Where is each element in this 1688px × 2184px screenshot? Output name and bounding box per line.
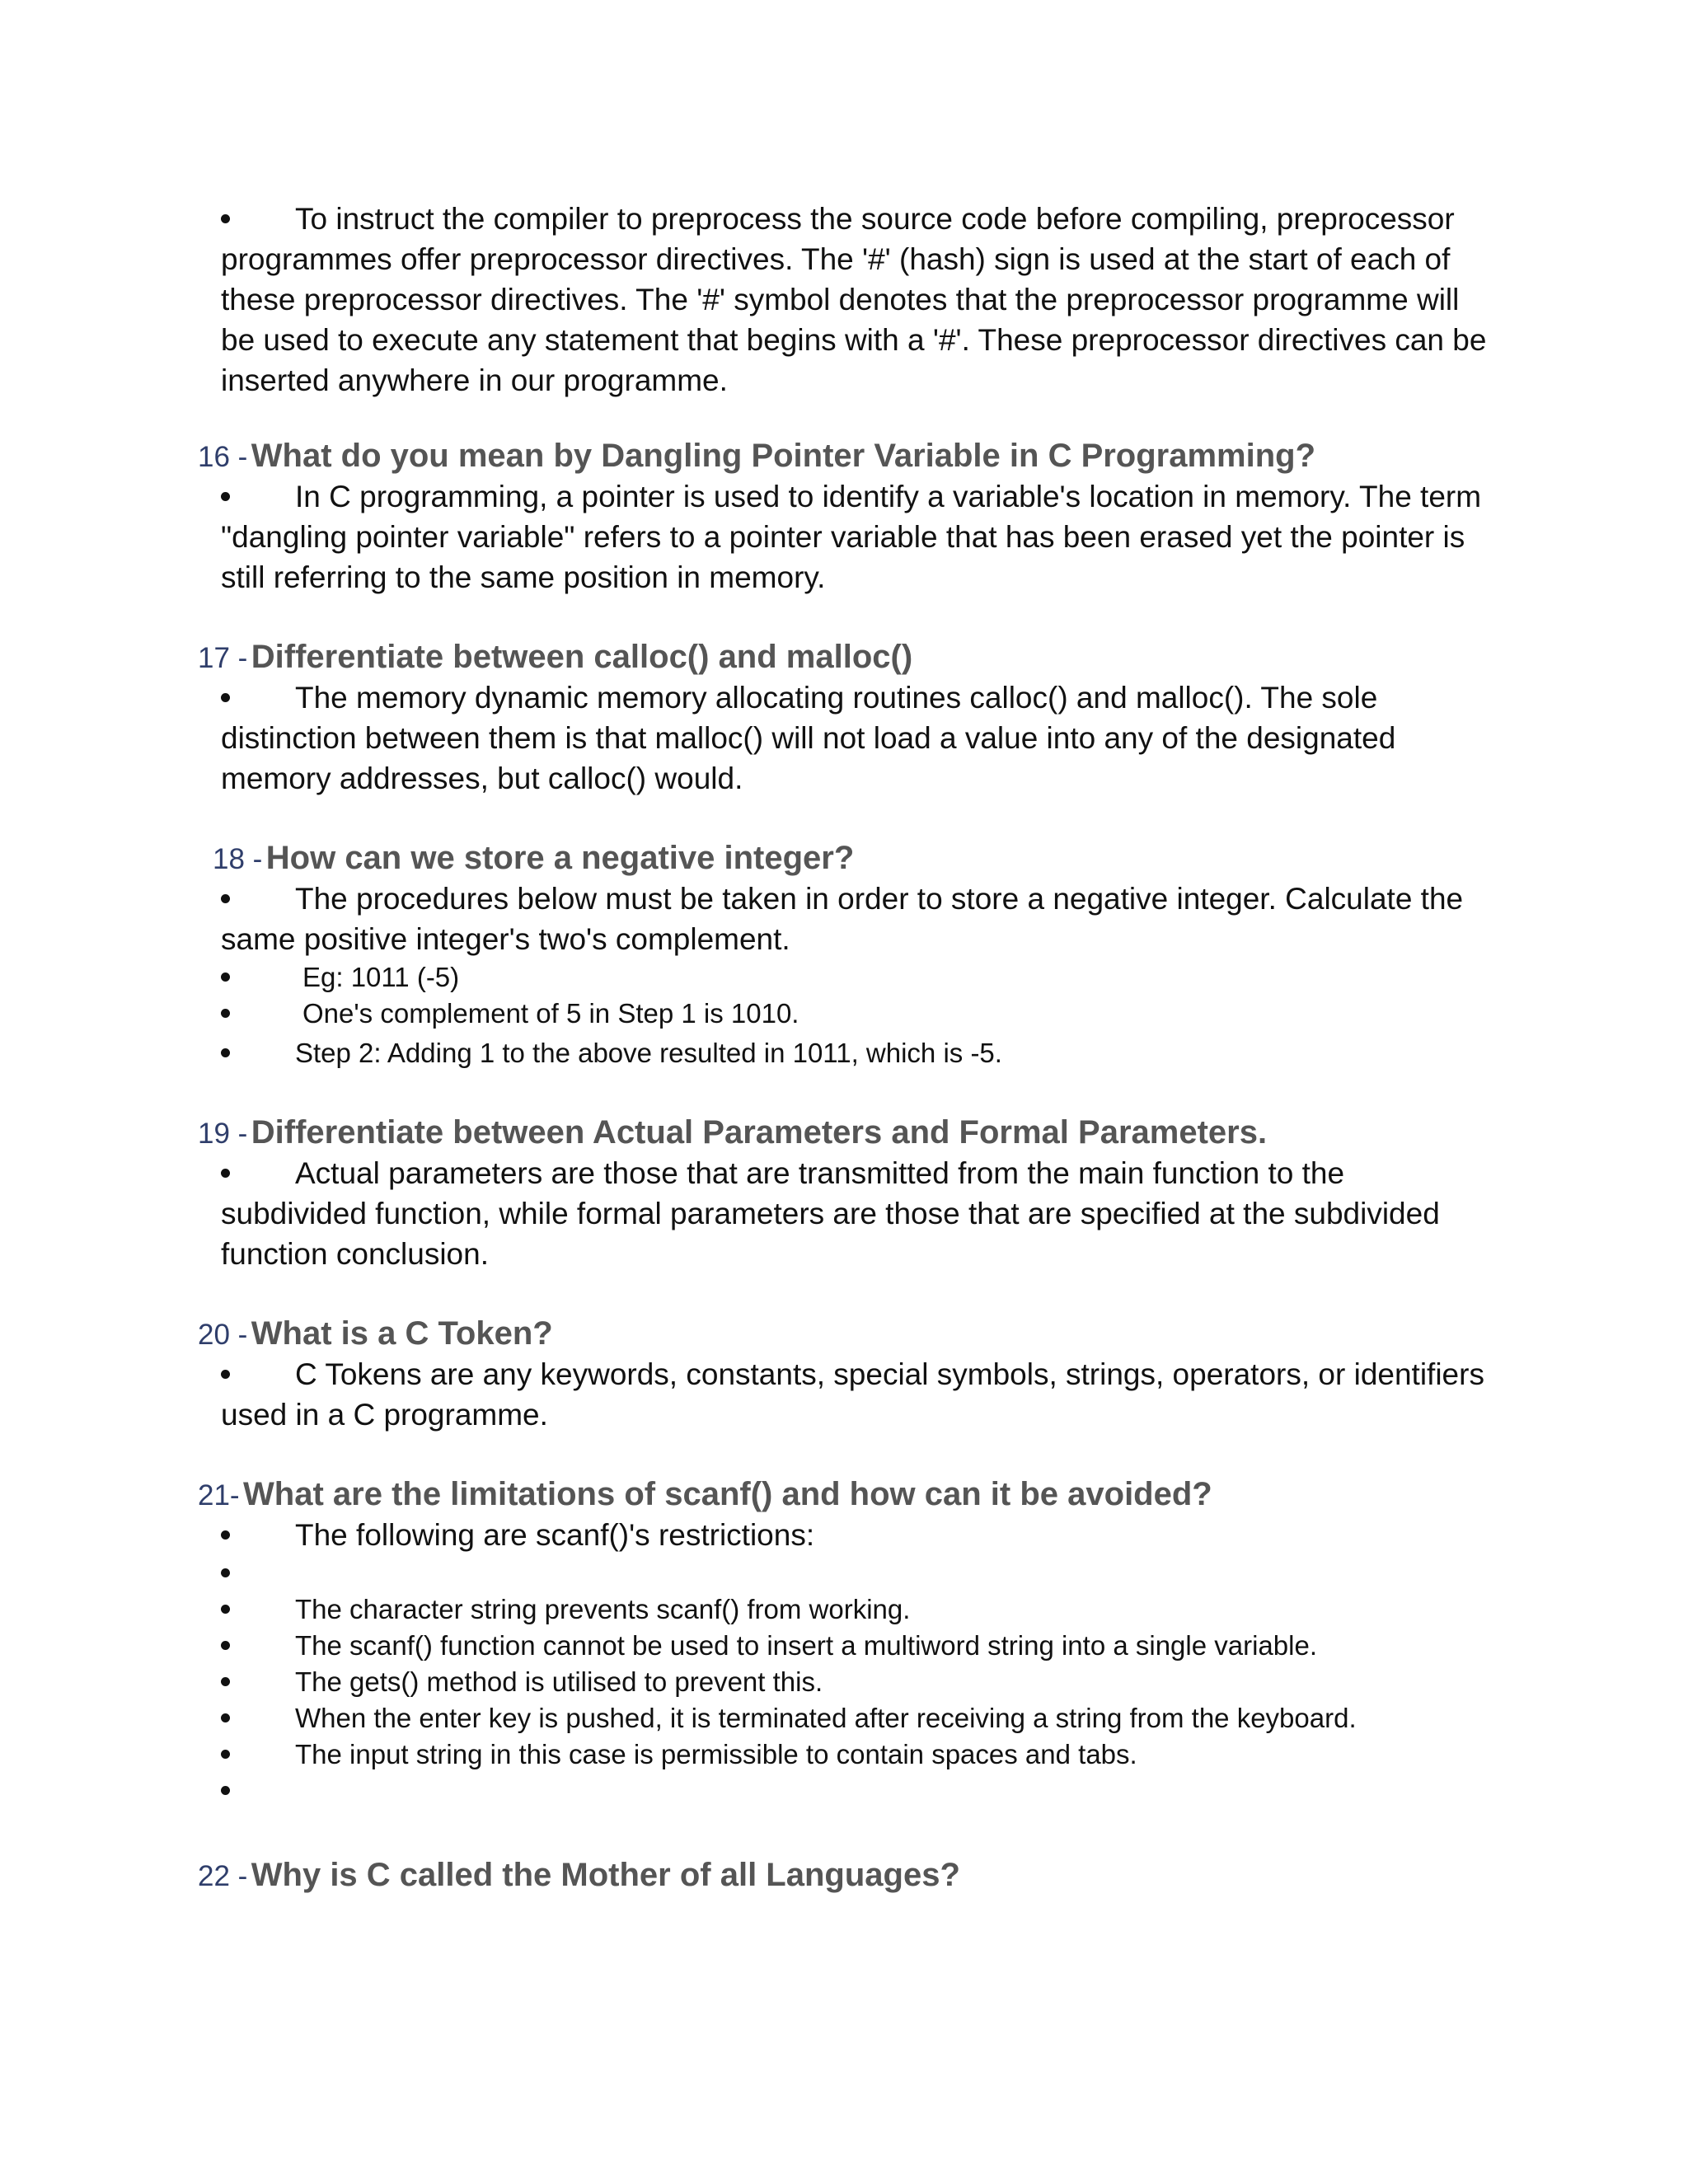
question-heading (198, 1313, 1688, 1354)
question-number: 21- (198, 1479, 240, 1511)
bullet-icon (221, 677, 237, 718)
question-20 (0, 1313, 1688, 1435)
question-title: What is a C Token? (251, 1315, 553, 1352)
question-title: Why is C called the Mother of all Languages? (251, 1857, 960, 1893)
question-21 (0, 1474, 1688, 1809)
list-item-empty (221, 1555, 1490, 1591)
question-heading (198, 636, 1688, 677)
question-19 (0, 1112, 1688, 1274)
question-title: Differentiate between Actual Parameters and Formal Parameters. (251, 1114, 1268, 1151)
bullet-icon (221, 996, 237, 1032)
question-heading (198, 1854, 1688, 1896)
bullet-icon (221, 1591, 237, 1628)
answer-paragraph: C Tokens are any keywords, constants, special symbols, strings, operators, or identifiers used in a C programme. (221, 1354, 1490, 1435)
list-item: The scanf() function cannot be used to insert a multiword string into a single variable. (221, 1628, 1490, 1664)
bullet-icon (221, 476, 237, 517)
question-title: Differentiate between calloc() and malloc() (251, 639, 913, 675)
question-number: 20 - (198, 1319, 248, 1351)
bullet-icon (221, 879, 237, 919)
question-22 (0, 1854, 1688, 1896)
question-title: How can we store a negative integer? (265, 840, 855, 876)
question-16 (0, 435, 1688, 598)
question-heading (198, 435, 1688, 476)
list-item: Eg: 1011 (-5) (221, 959, 1490, 996)
question-number: 18 - (213, 843, 263, 875)
list-item: The character string prevents scanf() from working. (221, 1591, 1490, 1628)
bullet-icon (221, 1664, 237, 1700)
bullet-icon (221, 959, 237, 996)
bullet-icon (221, 1700, 237, 1736)
answer-paragraph: The procedures below must be taken in order to store a negative integer. Calculate the same positive integer's two's complement. (221, 879, 1490, 959)
question-title: What do you mean by Dangling Pointer Variable in C Programming? (251, 438, 1316, 474)
answer-paragraph: The memory dynamic memory allocating routines calloc() and malloc(). The sole distinction between them is that malloc() will not load a value into any of the designated memory addresses, but calloc() would. (221, 677, 1490, 799)
question-17 (0, 636, 1688, 799)
bullet-icon (221, 1035, 237, 1071)
list-item: The gets() method is utilised to prevent this. (221, 1664, 1490, 1700)
question-heading (213, 837, 1688, 879)
bullet-icon (221, 1736, 237, 1773)
question-number: 16 - (198, 441, 248, 473)
question-number: 17 - (198, 642, 248, 674)
list-item-empty (221, 1773, 1490, 1809)
list-item: The following are scanf()'s restrictions: (221, 1515, 1490, 1555)
list-item: When the enter key is pushed, it is terminated after receiving a string from the keyboard. (221, 1700, 1490, 1736)
list-item: One's complement of 5 in Step 1 is 1010. (221, 996, 1490, 1032)
bullet-icon (221, 1628, 237, 1664)
question-heading (198, 1474, 1688, 1515)
bullet-icon (221, 1354, 237, 1394)
list-item: The input string in this case is permissible to contain spaces and tabs. (221, 1736, 1490, 1773)
list-item: Step 2: Adding 1 to the above resulted in 1011, which is -5. (221, 1035, 1490, 1071)
question-number: 19 - (198, 1118, 248, 1150)
bullet-icon (221, 1153, 237, 1193)
intro-paragraph: To instruct the compiler to preprocess the source code before compiling, preprocessor programmes offer preprocessor directives. The '#' (hash) sign is used at the start of each of these preprocessor directives. The '#' symbol denotes that the preprocessor programme will be used to execute any statement that begins with a '#'. These preprocessor directives can be inserted anywhere in our programme. (221, 199, 1490, 401)
answer-paragraph: Actual parameters are those that are transmitted from the main function to the subdivided function, while formal parameters are those that are specified at the subdivided function conclusion. (221, 1153, 1490, 1274)
intro-section (0, 199, 1688, 401)
question-heading (198, 1112, 1688, 1153)
bullet-icon (221, 1515, 237, 1555)
answer-paragraph: In C programming, a pointer is used to identify a variable's location in memory. The term "dangling pointer variable" refers to a pointer variable that has been erased yet the pointer is still referring to the same position in memory. (221, 476, 1490, 598)
question-number: 22 - (198, 1860, 248, 1892)
bullet-icon (221, 1555, 237, 1591)
bullet-icon (221, 1773, 237, 1809)
question-18 (0, 837, 1688, 1071)
question-title: What are the limitations of scanf() and how can it be avoided? (243, 1476, 1212, 1512)
bullet-icon (221, 199, 237, 239)
